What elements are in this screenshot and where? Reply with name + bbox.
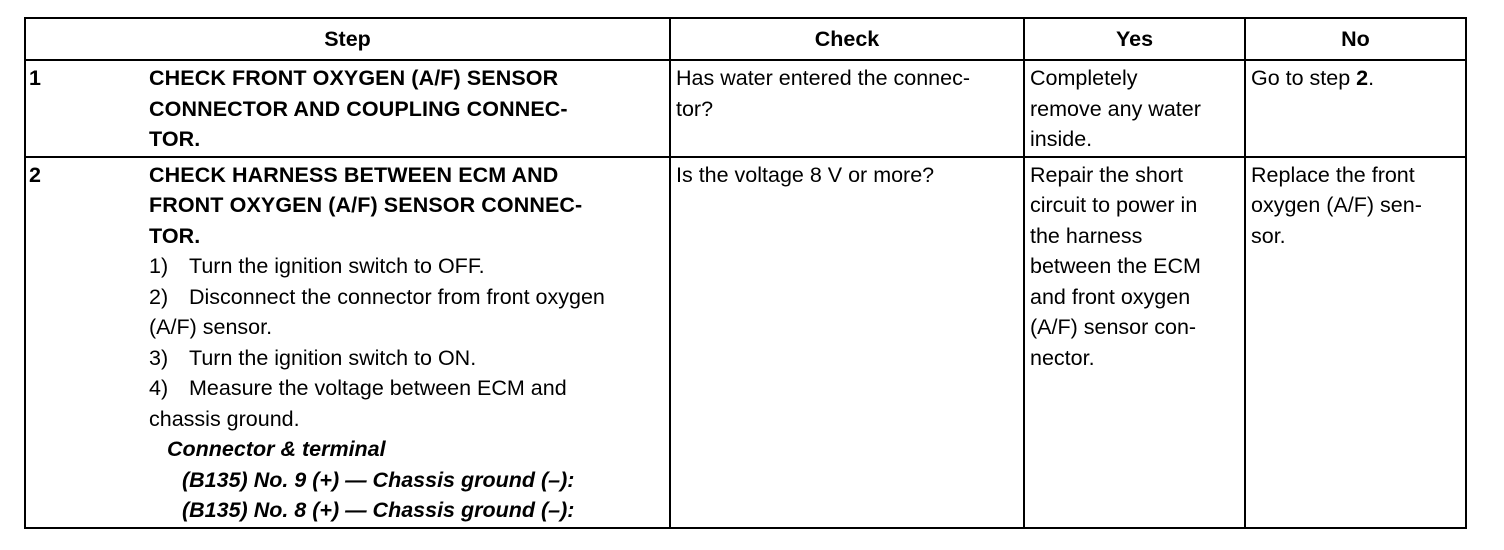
connector-terminal-line: (B135) No. 8 (+) — Chassis ground (–):: [182, 498, 575, 522]
instruction-item: [149, 373, 664, 404]
yes-line: between the ECM: [1030, 254, 1201, 278]
instruction-number: 4): [149, 376, 169, 400]
check-line: Has water entered the connec-: [676, 66, 970, 90]
instruction-text: Disconnect the connector from front oxygen: [189, 284, 605, 309]
yes-cell: [1024, 60, 1245, 157]
header-yes: Yes: [1024, 18, 1245, 60]
table-row: [25, 60, 1466, 157]
step-title-line: TOR.: [149, 223, 201, 248]
yes-line: Completely: [1030, 66, 1138, 90]
instruction-number: 2): [149, 284, 169, 309]
check-line: Is the voltage 8 V or more?: [676, 162, 935, 187]
instruction-continuation: (A/F) sensor.: [149, 315, 273, 339]
check-cell: [670, 60, 1024, 157]
instruction-list: [26, 251, 664, 526]
yes-line: the harness: [1030, 223, 1143, 248]
instruction-item: [149, 282, 664, 313]
yes-line: inside.: [1030, 127, 1093, 151]
diagnostic-table: [24, 17, 1467, 529]
no-cell: [1245, 60, 1466, 157]
no-line: oxygen (A/F) sen-: [1251, 193, 1422, 217]
yes-line: (A/F) sensor con-: [1030, 315, 1197, 339]
instruction-item: [149, 343, 664, 374]
step-cell: [25, 60, 670, 157]
instruction-number: 1): [149, 254, 169, 278]
connector-terminal-line: (B135) No. 9 (+) — Chassis ground (–):: [182, 467, 575, 492]
yes-line: and front oxygen: [1030, 284, 1191, 309]
no-cell: [1245, 157, 1466, 528]
header-no: No: [1245, 18, 1466, 60]
step-number: 2: [29, 162, 41, 187]
header-row: [25, 18, 1466, 60]
table-row: [25, 157, 1466, 528]
check-cell: [670, 157, 1024, 528]
instruction-item: [149, 251, 664, 282]
step-body: [149, 63, 664, 155]
step-cell: [25, 157, 670, 528]
no-text-suffix: .: [1368, 66, 1375, 90]
yes-cell: [1024, 157, 1245, 528]
yes-line: circuit to power in: [1030, 193, 1198, 217]
yes-line: remove any water: [1030, 96, 1201, 121]
step-title-line: FRONT OXYGEN (A/F) SENSOR CONNEC-: [149, 193, 583, 217]
step-title-line: CHECK FRONT OXYGEN (A/F) SENSOR: [149, 66, 559, 90]
step-title-line: CONNECTOR AND COUPLING CONNEC-: [149, 96, 568, 121]
instruction-number: 3): [149, 345, 169, 370]
instruction-text: Turn the ignition switch to ON.: [189, 345, 477, 370]
yes-line: nector.: [1030, 345, 1095, 370]
header-check: Check: [670, 18, 1024, 60]
connector-terminal-heading: Connector & terminal: [167, 437, 386, 461]
no-line: Replace the front: [1251, 162, 1415, 187]
instruction-text: Measure the voltage between ECM and: [189, 376, 567, 400]
step-link[interactable]: 2: [1356, 66, 1369, 90]
step-title-line: TOR.: [149, 127, 201, 151]
header-step: Step: [25, 18, 670, 60]
no-text: Go to step: [1251, 66, 1357, 90]
yes-line: Repair the short: [1030, 162, 1183, 187]
step-body: [149, 160, 664, 526]
instruction-continuation: chassis ground.: [149, 406, 300, 431]
instruction-text: Turn the ignition switch to OFF.: [189, 254, 485, 278]
step-title-line: CHECK HARNESS BETWEEN ECM AND: [149, 162, 559, 187]
step-number: 1: [29, 66, 41, 90]
no-line: sor.: [1251, 223, 1286, 248]
check-line: tor?: [676, 96, 714, 121]
